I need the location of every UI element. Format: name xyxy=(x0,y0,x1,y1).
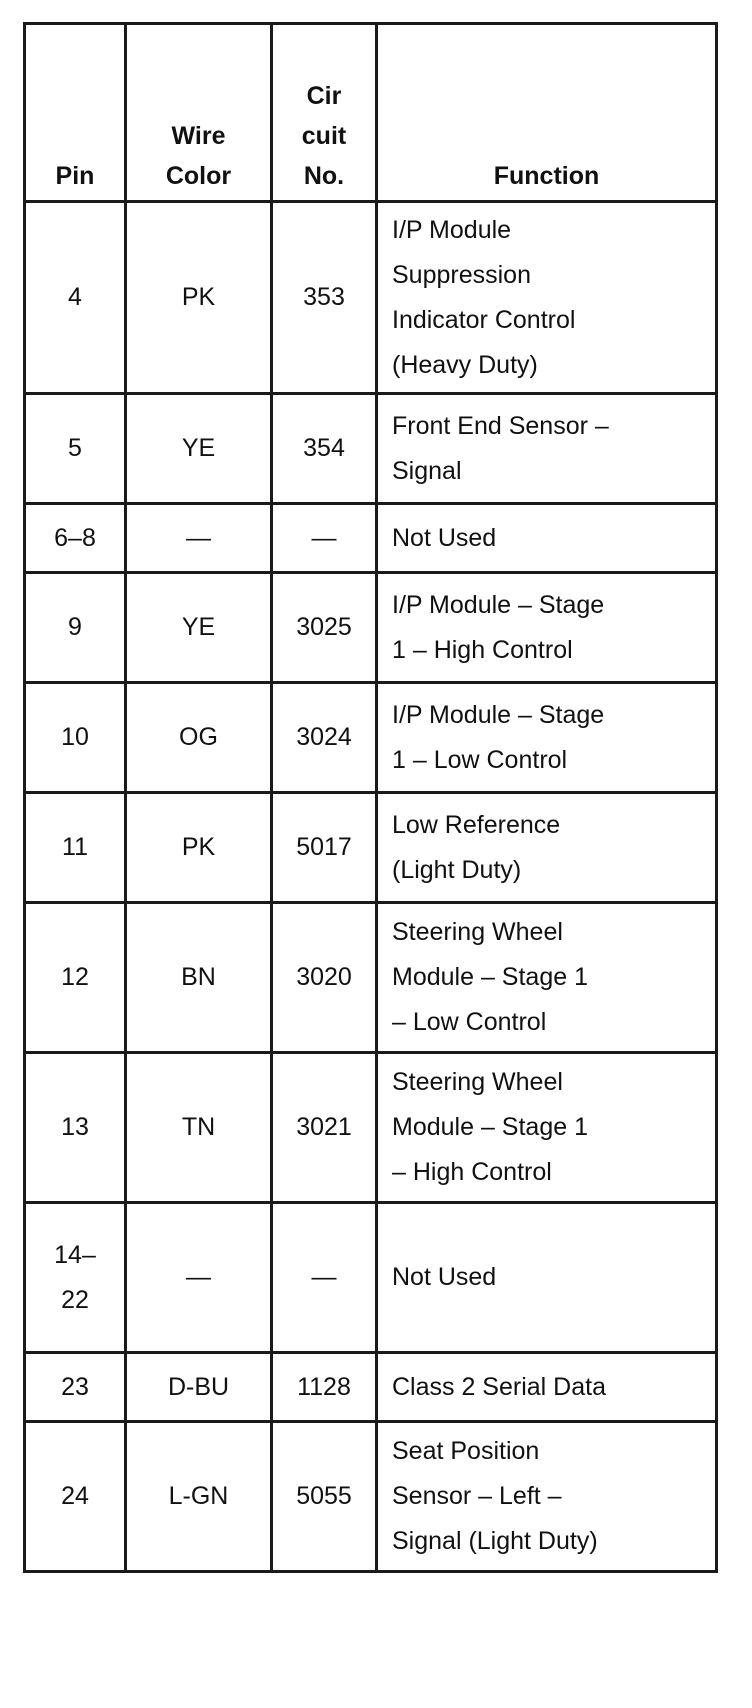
pin-cell: 9 xyxy=(25,573,126,683)
table-row xyxy=(25,683,717,793)
pin-cell: 12 xyxy=(25,903,126,1053)
header-function: Function xyxy=(377,24,717,202)
table-row xyxy=(25,903,717,1053)
circuit-number-cell: 354 xyxy=(272,394,377,504)
header-row xyxy=(25,24,717,202)
function-cell: Not Used xyxy=(377,504,717,573)
wire-color-cell: PK xyxy=(126,793,272,903)
table-body xyxy=(25,202,717,1572)
wire-color-cell: D-BU xyxy=(126,1353,272,1422)
wire-color-cell: L-GN xyxy=(126,1422,272,1572)
wire-color-cell: — xyxy=(126,1203,272,1353)
pin-function-table xyxy=(23,22,718,1573)
table-row xyxy=(25,394,717,504)
circuit-number-cell: — xyxy=(272,1203,377,1353)
circuit-number-cell: 3025 xyxy=(272,573,377,683)
pin-cell: 14– 22 xyxy=(25,1203,126,1353)
pin-cell: 24 xyxy=(25,1422,126,1572)
function-cell: I/P Module Suppression Indicator Control (Heavy Duty) xyxy=(377,202,717,394)
pin-cell: 13 xyxy=(25,1053,126,1203)
table-row xyxy=(25,1203,717,1353)
pin-cell: 10 xyxy=(25,683,126,793)
pin-cell: 11 xyxy=(25,793,126,903)
wire-color-cell: YE xyxy=(126,573,272,683)
pin-cell: 6–8 xyxy=(25,504,126,573)
function-cell: I/P Module – Stage 1 – Low Control xyxy=(377,683,717,793)
function-cell: Not Used xyxy=(377,1203,717,1353)
circuit-number-cell: 5017 xyxy=(272,793,377,903)
function-cell: Low Reference (Light Duty) xyxy=(377,793,717,903)
function-cell: Seat Position Sensor – Left – Signal (Light Duty) xyxy=(377,1422,717,1572)
table-row xyxy=(25,793,717,903)
pin-cell: 5 xyxy=(25,394,126,504)
function-cell: Steering Wheel Module – Stage 1 – High Control xyxy=(377,1053,717,1203)
circuit-number-cell: 3021 xyxy=(272,1053,377,1203)
wire-color-cell: OG xyxy=(126,683,272,793)
circuit-number-cell: 3024 xyxy=(272,683,377,793)
table-row xyxy=(25,573,717,683)
wire-color-cell: YE xyxy=(126,394,272,504)
header-circuit-no: Cir cuit No. xyxy=(272,24,377,202)
header-wire-color: Wire Color xyxy=(126,24,272,202)
table-row xyxy=(25,202,717,394)
wire-color-cell: BN xyxy=(126,903,272,1053)
circuit-number-cell: 5055 xyxy=(272,1422,377,1572)
function-cell: Class 2 Serial Data xyxy=(377,1353,717,1422)
table-row xyxy=(25,1353,717,1422)
circuit-number-cell: 3020 xyxy=(272,903,377,1053)
table-row xyxy=(25,1053,717,1203)
function-cell: I/P Module – Stage 1 – High Control xyxy=(377,573,717,683)
circuit-number-cell: 1128 xyxy=(272,1353,377,1422)
table-row xyxy=(25,504,717,573)
header-pin: Pin xyxy=(25,24,126,202)
pin-cell: 4 xyxy=(25,202,126,394)
pin-cell: 23 xyxy=(25,1353,126,1422)
function-cell: Front End Sensor – Signal xyxy=(377,394,717,504)
circuit-number-cell: — xyxy=(272,504,377,573)
wire-color-cell: — xyxy=(126,504,272,573)
circuit-number-cell: 353 xyxy=(272,202,377,394)
wire-color-cell: TN xyxy=(126,1053,272,1203)
function-cell: Steering Wheel Module – Stage 1 – Low Control xyxy=(377,903,717,1053)
table-row xyxy=(25,1422,717,1572)
wire-color-cell: PK xyxy=(126,202,272,394)
